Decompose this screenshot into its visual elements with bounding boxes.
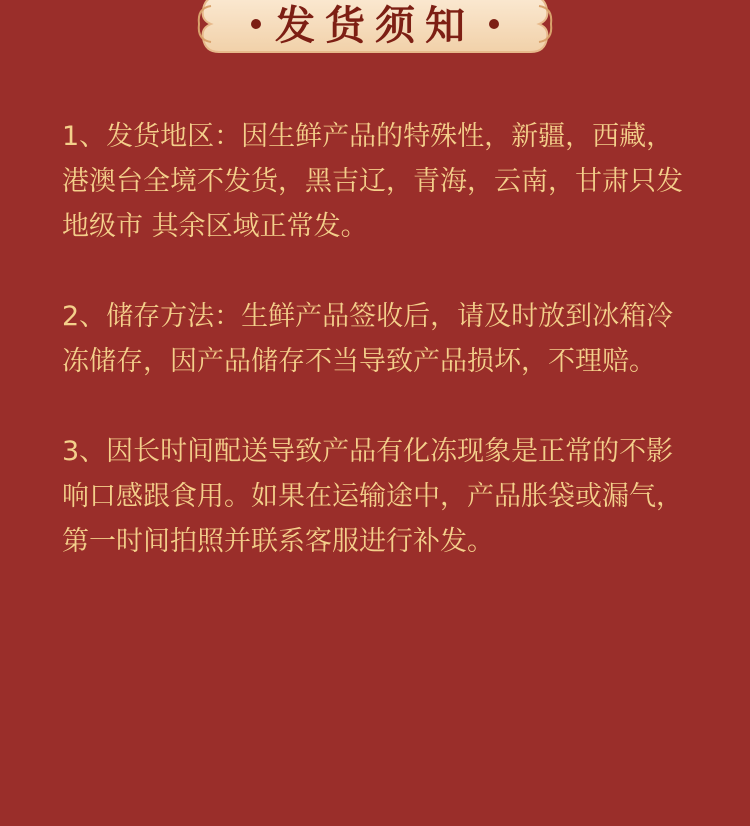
note-storage-method: 2、储存方法：生鲜产品签收后，请及时放到冰箱冷冻储存，因产品储存不当导致产品损坏，不理赔。	[62, 301, 674, 377]
page-title: 发货须知	[275, 1, 475, 49]
left-dot-icon	[251, 19, 261, 29]
shipping-notes	[62, 114, 688, 609]
note-shipping-region: 1、发货地区：因生鲜产品的特殊性，新疆，西藏，港澳台全境不发货，黑吉辽，青海，云南，甘肃只发地级市 其余区域正常发。	[62, 121, 683, 242]
right-dot-icon	[489, 19, 499, 29]
note-thawing-and-damage: 3、因长时间配送导致产品有化冻现象是正常的不影响口感跟食用。如果在运输途中，产品胀袋或漏气，第一时间拍照并联系客服进行补发。	[62, 436, 683, 557]
title-banner	[193, 0, 557, 56]
